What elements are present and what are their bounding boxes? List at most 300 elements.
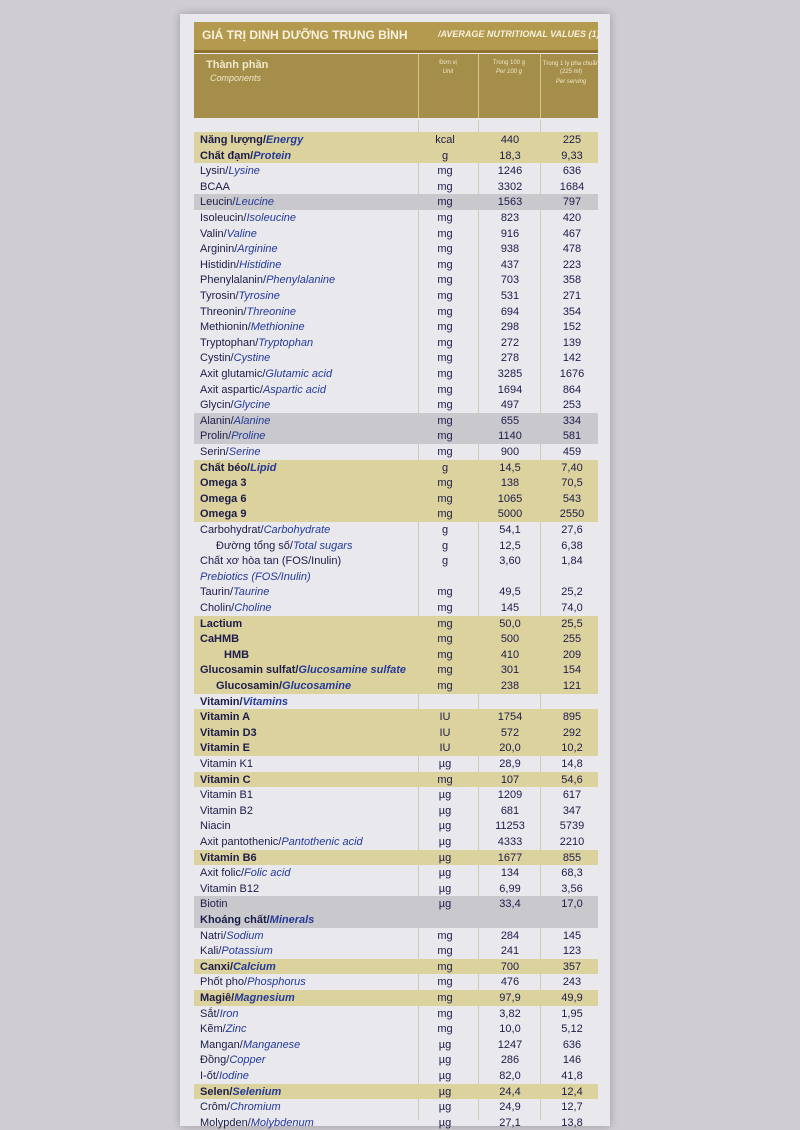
nutrient-name [200, 617, 242, 631]
nutrient-name [200, 492, 246, 506]
nutrient-unit: mg [437, 586, 453, 599]
nutrient-name [200, 1007, 239, 1021]
value-per-100g: 18,3 [499, 149, 521, 162]
nutrient-name-en: Lipid [250, 461, 277, 474]
nutrient-name-vi: Natri/ [200, 929, 227, 942]
value-per-100g: 1563 [497, 196, 523, 209]
value-per-serving: 27,6 [561, 524, 583, 536]
nutrient-name [200, 258, 281, 272]
nutrient-unit: µg [438, 820, 452, 833]
nutrient-name-en: Taurine [233, 586, 270, 599]
value-per-100g: 6,99 [499, 882, 521, 895]
value-per-100g: 476 [500, 976, 520, 989]
nutrition-label-panel [180, 14, 610, 1129]
nutrient-unit: g [441, 149, 449, 162]
nutrient-name [200, 429, 265, 443]
value-per-serving: 347 [562, 804, 582, 817]
nutrient-name [200, 632, 239, 646]
value-per-serving: 17,0 [561, 898, 583, 911]
value-per-100g: 82,0 [499, 1070, 521, 1082]
value-per-serving: 14,8 [561, 758, 583, 770]
value-per-100g: 1754 [497, 711, 523, 724]
nutrient-name-vi: Leucin/ [200, 196, 236, 209]
value-per-serving: 5,12 [561, 1023, 583, 1036]
value-per-100g: 298 [500, 321, 520, 334]
nutrient-name [200, 773, 251, 787]
value-per-serving: 154 [562, 664, 582, 677]
value-per-serving: 1684 [559, 180, 585, 193]
nutrient-name [200, 211, 296, 225]
value-per-serving: 459 [562, 446, 582, 458]
nutrient-name-vi: Alanin/ [200, 414, 234, 427]
nutrient-name-vi: Axit pantothenic/ [200, 836, 282, 848]
table-row [194, 818, 598, 834]
nutrient-unit: mg [437, 617, 453, 630]
nutrient-name [200, 320, 305, 334]
nutrient-unit: mg [437, 165, 453, 178]
nutrient-name [224, 648, 249, 662]
nutrient-name [200, 1053, 265, 1067]
nutrient-unit: mg [437, 992, 453, 1004]
nutrient-name [200, 336, 313, 350]
nutrient-name [200, 741, 250, 755]
nutrient-name-vi: CaHMB [200, 633, 240, 646]
value-per-serving: 420 [562, 212, 582, 224]
table-row [194, 491, 598, 507]
nutrient-name [200, 1069, 249, 1083]
nutrient-name-en: Phosphorus [247, 976, 306, 989]
value-per-100g: 916 [500, 227, 520, 240]
nutrient-name-vi: Kali/ [200, 945, 222, 958]
nutrient-name-en: Copper [229, 1054, 266, 1067]
table-row [194, 226, 598, 242]
nutrient-name [200, 180, 230, 194]
nutrient-unit: mg [437, 680, 453, 692]
nutrient-name-vi: Lysin/ [200, 165, 229, 178]
nutrient-name [200, 164, 260, 178]
value-per-serving: 855 [562, 851, 582, 864]
value-per-100g: 3,82 [499, 1007, 521, 1020]
nutrient-unit: µg [438, 1116, 452, 1129]
nutrient-name-vi: Isoleucin/ [200, 212, 247, 224]
value-per-100g: 49,5 [499, 586, 521, 599]
nutrient-unit: µg [438, 1070, 452, 1082]
value-per-serving: 123 [562, 945, 582, 958]
nutrient-name [200, 913, 314, 927]
value-per-serving: 543 [562, 492, 582, 505]
nutrient-name-en: Potassium [221, 945, 273, 958]
nutrient-unit: mg [437, 976, 453, 989]
nutrient-name [200, 1085, 281, 1099]
nutrient-name-en: Proline [231, 430, 266, 443]
nutrient-unit: mg [437, 430, 453, 443]
nutrient-unit: mg [437, 446, 453, 458]
value-per-serving: 292 [562, 726, 582, 739]
value-per-100g: 900 [500, 446, 520, 458]
nutrient-name-en: Histidine [239, 258, 282, 271]
table-header [194, 54, 598, 118]
nutrient-name-vi: Vitamin/ [200, 695, 243, 708]
nutrient-unit: mg [437, 1023, 453, 1036]
nutrient-unit: mg [437, 664, 453, 677]
value-per-100g: 107 [500, 773, 520, 786]
nutrient-unit: mg [437, 633, 453, 646]
value-per-serving: 49,9 [561, 992, 583, 1004]
header-component-en: Components [210, 73, 262, 83]
table-row [194, 772, 598, 788]
value-per-100g: 24,4 [499, 1085, 521, 1098]
nutrient-name-vi: Tryptophan/ [200, 336, 259, 349]
nutrient-name [216, 539, 352, 553]
table-row [194, 413, 598, 429]
table-row [194, 179, 598, 195]
value-per-serving: 2210 [559, 836, 585, 848]
header-per100-en: Per 100 g [495, 69, 523, 75]
value-per-serving: 5739 [559, 820, 585, 833]
value-per-serving: 243 [562, 976, 582, 989]
nutrient-name-vi: Tyrosin/ [200, 290, 239, 302]
table-row [194, 647, 598, 663]
nutrient-unit: g [441, 524, 449, 536]
nutrient-name-vi: Đường tổng số/ [216, 539, 293, 552]
nutrient-name-vi: Magiê/ [200, 992, 235, 1004]
table-row [194, 1006, 598, 1022]
nutrient-name [200, 461, 276, 475]
nutrient-name-en: Prebiotics (FOS/Inulin) [200, 570, 311, 583]
nutrient-unit: µg [438, 804, 452, 817]
table-row [194, 428, 598, 444]
nutrient-unit: mg [437, 508, 453, 521]
table-row [194, 694, 598, 710]
table-row [194, 257, 598, 273]
nutrient-unit: kcal [435, 134, 455, 146]
nutrient-name-vi: Cystin/ [200, 352, 234, 365]
nutrient-name [200, 819, 231, 833]
nutrient-name-vi: Khoáng chất/ [200, 914, 270, 926]
nutrient-unit: mg [437, 212, 453, 224]
table-row [194, 241, 598, 257]
value-per-100g: 11253 [495, 820, 525, 833]
nutrient-name-vi: Glycin/ [200, 399, 234, 412]
nutrient-name [200, 991, 295, 1005]
value-per-100g: 27,1 [499, 1116, 521, 1129]
table-row [194, 475, 598, 491]
nutrient-name-en: Minerals [269, 914, 315, 926]
nutrient-unit: mg [437, 352, 453, 365]
nutrient-name [200, 367, 332, 381]
table-row [194, 522, 598, 538]
nutrient-name-en: Aspartic acid [262, 383, 326, 396]
nutrient-name-en: Tryptophan [258, 336, 314, 349]
nutrient-unit: µg [438, 1101, 452, 1114]
nutrient-name-en: Cystine [233, 352, 271, 365]
nutrient-name [200, 585, 269, 599]
nutrient-name [200, 788, 253, 802]
nutrient-name [200, 383, 326, 397]
value-per-100g: 497 [500, 399, 520, 412]
table-row [194, 148, 598, 164]
nutrient-unit: mg [437, 414, 453, 427]
table-row [194, 1099, 598, 1115]
value-per-serving: 1676 [559, 368, 585, 380]
value-per-serving: 797 [562, 196, 582, 209]
nutrient-name [200, 882, 259, 896]
nutrient-name-en: Pantothenic acid [281, 836, 363, 848]
nutrient-name [200, 835, 363, 849]
value-per-100g: 500 [500, 633, 520, 646]
value-per-100g: 700 [500, 960, 520, 973]
value-per-serving: 225 [562, 134, 582, 146]
nutrient-name-vi: Mangan/ [200, 1038, 243, 1051]
table-row [194, 569, 598, 585]
nutrient-unit: µg [438, 836, 452, 848]
table-row [194, 335, 598, 351]
nutrient-unit: IU [439, 711, 451, 724]
table-row [194, 397, 598, 413]
nutrient-name [200, 851, 257, 865]
nutrient-name-en: Glycine [233, 399, 271, 412]
nutrient-name [200, 710, 250, 724]
nutrient-name-en: Alanine [233, 414, 271, 427]
nutrient-name-vi: Đồng/ [200, 1054, 230, 1067]
nutrient-name-vi: Omega 9 [200, 508, 247, 521]
nutrient-name-vi: Biotin [200, 898, 228, 911]
header-unit-vi: Đơn vị [439, 60, 457, 66]
nutrient-name-en: Tyrosine [238, 290, 280, 302]
nutrient-unit: mg [437, 477, 453, 490]
nutrient-unit: µg [438, 1054, 452, 1067]
nutrient-name-vi: Omega 6 [200, 492, 247, 505]
nutrient-name [200, 975, 306, 989]
value-per-100g: 28,9 [499, 758, 521, 770]
table-row [194, 272, 598, 288]
nutrient-unit: mg [437, 399, 453, 412]
nutrient-name-vi: Vitamin K1 [200, 758, 253, 770]
nutrient-name-vi: Kẽm/ [200, 1023, 226, 1036]
nutrient-name [200, 726, 257, 740]
nutrient-unit: mg [437, 1007, 453, 1020]
nutrient-name [200, 897, 228, 911]
nutrient-name [200, 476, 246, 490]
table-row [194, 1052, 598, 1068]
value-per-100g: 703 [500, 274, 520, 287]
table-row [194, 600, 598, 616]
nutrient-name-vi: Phenylalanin/ [200, 274, 267, 287]
table-row [194, 1021, 598, 1037]
value-per-100g: 1246 [497, 165, 523, 178]
value-per-100g: 278 [500, 352, 520, 365]
nutrient-name-vi: Molypden/ [200, 1116, 251, 1129]
nutrient-unit: mg [437, 336, 453, 349]
nutrient-name-vi: Omega 3 [200, 477, 247, 490]
nutrient-name [200, 601, 272, 615]
nutrient-name-vi: Vitamin B6 [200, 851, 257, 864]
title-bar [194, 22, 598, 53]
value-per-100g: 20,0 [499, 742, 521, 755]
nutrient-name [200, 242, 278, 256]
nutrient-unit: µg [438, 1085, 452, 1098]
nutrient-name-vi: HMB [224, 648, 250, 661]
nutrient-unit: mg [437, 321, 453, 334]
table-row [194, 881, 598, 897]
value-per-100g: 134 [500, 867, 520, 880]
table-row [194, 678, 598, 694]
value-per-serving: 142 [562, 352, 582, 365]
title-vietnamese: GIÁ TRỊ DINH DƯỠNG TRUNG BÌNH [202, 28, 408, 42]
nutrient-unit: mg [437, 383, 453, 396]
nutrient-name-vi: Cholin/ [200, 602, 235, 614]
nutrient-name-vi: Carbohydrat/ [200, 524, 264, 536]
nutrient-name-en: Selenium [232, 1085, 282, 1098]
table-row [194, 709, 598, 725]
table-row [194, 304, 598, 320]
nutrient-name-en: Folic acid [244, 867, 291, 880]
value-per-serving: 357 [562, 960, 582, 973]
value-per-serving: 1,95 [561, 1007, 583, 1020]
nutrient-name [200, 663, 406, 677]
nutrient-name-vi: Glucosamin sulfat/ [200, 664, 299, 677]
value-per-serving: 271 [562, 290, 582, 302]
nutrient-name [200, 133, 303, 147]
table-row [194, 382, 598, 398]
nutrient-name-en: Iron [219, 1007, 239, 1020]
nutrient-name-vi: I-ốt/ [200, 1070, 219, 1082]
value-per-100g: 301 [500, 664, 520, 677]
value-per-serving: 41,8 [561, 1070, 583, 1082]
nutrient-name-vi: Canxi/ [200, 960, 234, 973]
value-per-serving: 354 [562, 305, 582, 318]
value-per-serving: 255 [562, 633, 582, 646]
value-per-serving: 581 [562, 430, 582, 443]
nutrient-name-en: Glucosamine [282, 680, 352, 692]
value-per-serving: 7,40 [561, 461, 583, 474]
nutrient-name-vi: Năng lượng/ [200, 134, 266, 146]
table-row [194, 740, 598, 756]
header-per100-vi: Trong 100 g [492, 60, 526, 66]
value-per-serving: 358 [562, 274, 582, 287]
table-row [194, 194, 598, 210]
table-row [194, 350, 598, 366]
title-english: /AVERAGE NUTRITIONAL VALUES (1) [438, 29, 600, 39]
nutrient-name-vi: Phốt pho/ [200, 976, 248, 989]
nutrient-name [200, 507, 246, 521]
value-per-100g: 54,1 [499, 524, 521, 536]
value-per-serving: 9,33 [561, 149, 583, 162]
nutrient-name [216, 679, 351, 693]
nutrient-unit: mg [437, 929, 453, 942]
value-per-serving: 25,5 [561, 617, 583, 630]
nutrient-unit: IU [439, 726, 451, 739]
nutrient-name [200, 554, 341, 568]
value-per-100g: 138 [500, 477, 520, 490]
nutrient-name-en: Isoleucine [246, 212, 297, 224]
nutrient-unit: IU [439, 742, 451, 755]
nutrient-unit: mg [437, 368, 453, 380]
nutrient-name [200, 398, 270, 412]
nutrient-name-vi: Lactium [200, 617, 243, 630]
value-per-100g: 5000 [497, 508, 523, 521]
value-per-serving: 6,38 [561, 539, 583, 552]
nutrient-unit: g [441, 539, 449, 552]
nutrient-name-vi: Chất đạm/ [200, 149, 254, 162]
nutrient-name-vi: Serin/ [200, 446, 229, 458]
nutrient-name [200, 570, 311, 584]
value-per-100g: 655 [500, 414, 520, 427]
nutrient-name-en: Methionine [250, 321, 305, 334]
value-per-100g: 284 [500, 929, 520, 942]
value-per-100g: 3302 [497, 180, 523, 193]
nutrient-name-vi: Selen/ [200, 1085, 233, 1098]
nutrient-name [200, 1022, 246, 1036]
nutrient-unit: mg [437, 180, 453, 193]
nutrient-unit: mg [437, 243, 453, 256]
nutrient-name [200, 523, 330, 537]
nutrient-name [200, 289, 280, 303]
nutrient-name-vi: Axit glutamic/ [200, 368, 266, 380]
nutrient-name-en: Lysine [228, 165, 260, 178]
nutrient-unit: µg [438, 851, 452, 864]
nutrient-name-en: Leucine [235, 196, 275, 209]
table-row [194, 506, 598, 522]
nutrient-name-en: Sodium [226, 929, 264, 942]
value-per-serving: 25,2 [561, 586, 583, 599]
table-row [194, 725, 598, 741]
value-per-100g: 10,0 [499, 1023, 521, 1036]
nutrient-name-vi: Axit folic/ [200, 867, 245, 880]
nutrient-name [200, 149, 291, 163]
value-per-100g: 3285 [497, 368, 523, 380]
value-per-serving: 121 [562, 680, 582, 692]
nutrient-unit: mg [437, 648, 453, 661]
nutrient-name-vi: Axit aspartic/ [200, 383, 263, 396]
nutrient-unit: mg [437, 773, 453, 786]
value-per-100g: 1209 [497, 789, 523, 802]
value-per-serving: 12,4 [561, 1085, 583, 1098]
nutrient-name-en: Glucosamine sulfate [298, 664, 407, 677]
nutrient-name-en: Iodine [218, 1070, 249, 1082]
nutrient-unit: mg [437, 945, 453, 958]
nutrient-name-en: Energy [265, 134, 304, 146]
value-per-100g: 14,5 [499, 461, 521, 474]
value-per-100g: 33,4 [499, 898, 521, 911]
header-unit-en: Unit [442, 69, 454, 75]
value-per-100g: 1140 [498, 430, 522, 443]
nutrient-unit: µg [438, 1038, 452, 1051]
value-per-100g: 3,60 [499, 555, 521, 568]
value-per-100g: 238 [500, 680, 520, 692]
table-row [194, 912, 598, 928]
value-per-serving: 895 [562, 711, 582, 724]
value-per-serving: 139 [562, 336, 582, 349]
nutrient-name [200, 445, 261, 459]
table-row [194, 850, 598, 866]
nutrient-name-vi: Valin/ [200, 227, 227, 240]
nutrient-name-vi: Vitamin B12 [200, 882, 260, 895]
nutrient-unit: mg [437, 492, 453, 505]
table-row [194, 896, 598, 912]
table-row [194, 959, 598, 975]
table-row [194, 444, 598, 460]
nutrient-name-vi: Vitamin A [200, 711, 251, 724]
header-serving-en: Per serving [555, 79, 587, 85]
value-per-serving: 13,8 [561, 1116, 583, 1129]
value-per-serving: 334 [562, 414, 582, 427]
nutrient-name-vi: Vitamin B1 [200, 789, 253, 802]
value-per-100g: 823 [500, 212, 520, 224]
table-row [194, 974, 598, 990]
nutrient-unit: mg [437, 305, 453, 318]
table-row [194, 366, 598, 382]
